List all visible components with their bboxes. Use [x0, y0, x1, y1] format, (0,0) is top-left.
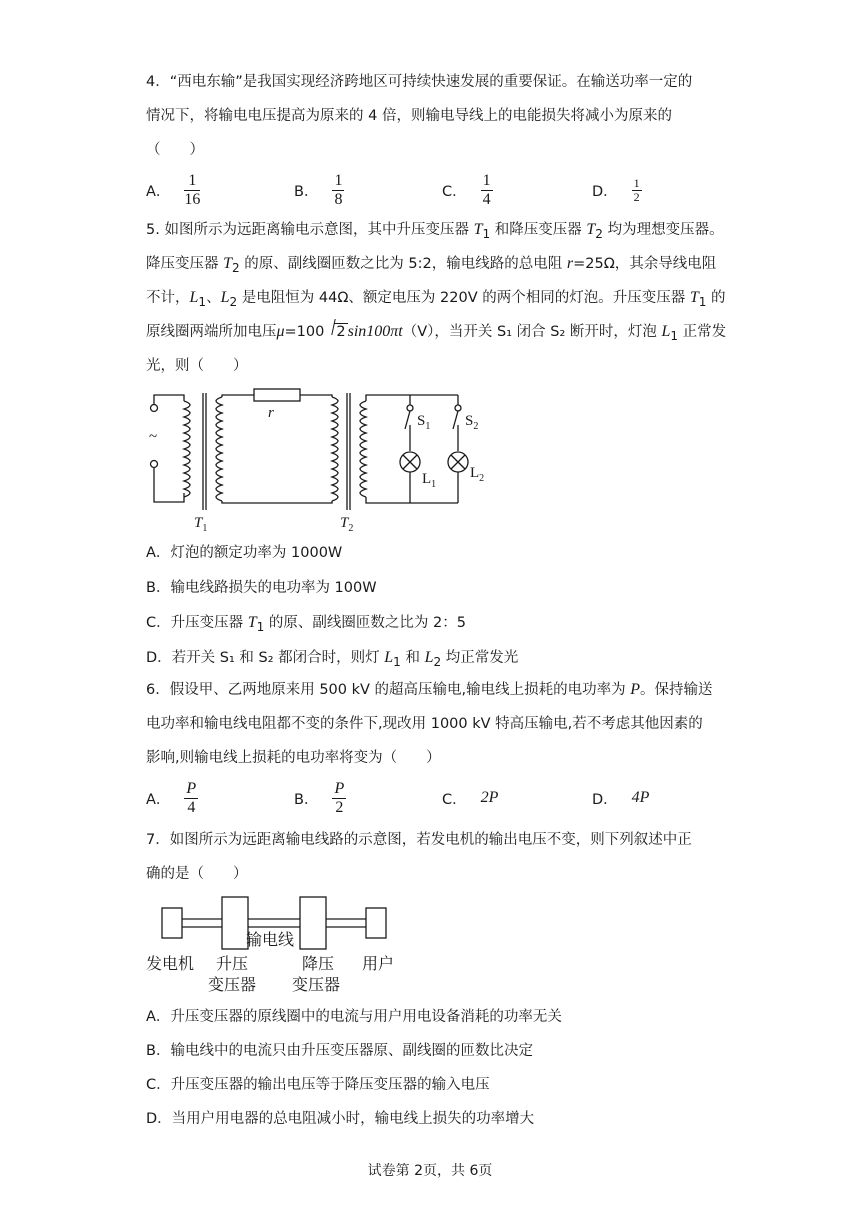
q5-text-line1: 5. 如图所示为远距离输电示意图，其中升压变压器 $T_1$ 和降压变压器 $T_2$ 均为理想变压器。 — [146, 221, 724, 241]
q6-text-line1: 6．假设甲、乙两地原来用 500 kV 的超高压输电,输电线上损耗的电功率为 P。保持输送 — [146, 681, 713, 698]
q5-option-d: D．若开关 S₁ 和 S₂ 都闭合时，则灯 $L_1$ 和 $L_2$ 均正常发光 — [146, 649, 519, 669]
terminal-top — [151, 405, 158, 412]
q6-option-d: D． 4P — [592, 789, 650, 808]
label-line: 输电线 — [246, 932, 295, 949]
q6-text-line3: 影响,则输电线上损耗的电功率将变为（ ） — [146, 750, 441, 766]
q5-circuit-diagram — [140, 385, 500, 535]
q6-option-a: A． $\frac{P}{4}$ — [146, 779, 197, 816]
q5-option-b: B．输电线路损失的电功率为 100W — [146, 580, 377, 596]
q4-option-b: B． $\frac{1}{8}$ — [294, 171, 343, 208]
terminal-bottom — [151, 461, 158, 468]
t1-primary-coil — [184, 401, 190, 497]
q4-text-line2: 情况下，将输电电压提高为原来的 4 倍，则输电导线上的电能损失将减小为原来的 — [146, 108, 672, 124]
q5-text-line2: 降压变压器 $T_2$ 的原、副线圈匝数之比为 5:2，输电线路的总电阻 r=25Ω，其余导线电阻 — [146, 255, 717, 275]
step-up-transformer-box — [222, 897, 248, 949]
label-step-up-2: 变压器 — [208, 977, 257, 994]
label-step-down-2: 变压器 — [292, 977, 341, 994]
label-s2: $S_2$ — [465, 413, 479, 432]
fraction: $\frac{1}{2}$ — [633, 175, 640, 204]
resistor-r — [254, 389, 300, 401]
q4-options — [146, 168, 706, 212]
q5-text-line4: 原线圈两端所加电压μ=100 2 sin100πt（V），当开关 S₁ 闭合 S₂ 断开时，灯泡 $L_1$ 正常发 — [146, 323, 727, 343]
q6-text-line2: 电功率和输电线电阻都不变的条件下,现改用 1000 kV 特高压输电,若不考虑其他因素的 — [146, 716, 703, 732]
fraction: $\frac{P}{4}$ — [186, 779, 197, 816]
switch-s2-contact — [455, 405, 461, 411]
fraction: $\frac{1}{4}$ — [482, 171, 491, 208]
label-s1: $S_1$ — [417, 413, 431, 432]
generator-box — [162, 908, 182, 938]
page-footer: 试卷第 2页，共 6页 — [367, 1163, 493, 1179]
ac-symbol: ~ — [149, 429, 158, 445]
label-step-up-1: 升压 — [216, 956, 249, 973]
q4-option-d: D． $\frac{1}{2}$ — [592, 175, 640, 204]
q4-text-line1: 4．“西电东输”是我国实现经济跨地区可持续快速发展的重要保证。在输送功率一定的 — [146, 74, 693, 90]
q6-options — [146, 776, 706, 820]
label-l2: $L_2$ — [470, 465, 485, 484]
q5-option-a: A．灯泡的额定功率为 1000W — [146, 545, 343, 561]
t2-secondary-coil — [360, 401, 366, 497]
label-r: r — [268, 405, 274, 421]
q6-option-b: B． $\frac{P}{2}$ — [294, 779, 345, 816]
q5-option-c: C．升压变压器 $T_1$ 的原、副线圈匝数之比为 2：5 — [146, 614, 466, 634]
label-generator: 发电机 — [146, 956, 195, 973]
q7-option-d: D．当用户用电器的总电阻减小时，输电线上损失的功率增大 — [146, 1111, 535, 1127]
label-t2: $T_2$ — [340, 515, 354, 534]
switch-s1-contact — [407, 405, 413, 411]
q7-text-line2: 确的是（ ） — [146, 866, 248, 882]
q4-option-c: C． $\frac{1}{4}$ — [442, 171, 491, 208]
q5-text-line5: 光，则（ ） — [146, 358, 248, 374]
step-down-transformer-box — [300, 897, 326, 949]
q5-text-line3: 不计，$L_1$、$L_2$ 是电阻恒为 44Ω、额定电压为 220V 的两个相同的灯泡。升压变压器 $T_1$ 的 — [146, 289, 726, 309]
label-t1: $T_1$ — [194, 515, 208, 534]
sqrt-symbol: 2 — [324, 321, 347, 343]
fraction: $\frac{1}{16}$ — [184, 171, 201, 208]
q4-option-a: A． $\frac{1}{16}$ — [146, 171, 201, 208]
t2-primary-coil — [332, 397, 338, 501]
fraction: $\frac{P}{2}$ — [334, 779, 345, 816]
user-box — [366, 908, 386, 938]
q6-option-c: C． 2P — [442, 789, 499, 808]
label-user: 用户 — [362, 956, 395, 973]
q7-transmission-diagram — [140, 892, 410, 1002]
q7-option-a: A．升压变压器的原线圈中的电流与用户用电设备消耗的功率无关 — [146, 1009, 562, 1025]
q7-text-line1: 7．如图所示为远距离输电线路的示意图，若发电机的输出电压不变，则下列叙述中正 — [146, 832, 692, 848]
switch-s2 — [453, 411, 458, 429]
t1-secondary-coil — [216, 397, 222, 501]
label-step-down-1: 降压 — [302, 956, 335, 973]
q7-option-c: C．升压变压器的输出电压等于降压变压器的输入电压 — [146, 1077, 490, 1093]
fraction: $\frac{1}{8}$ — [334, 171, 343, 208]
q7-option-b: B．输电线中的电流只由升压变压器原、副线圈的匝数比决定 — [146, 1043, 533, 1059]
switch-s1 — [405, 411, 410, 429]
label-l1: $L_1$ — [422, 471, 437, 490]
q4-bracket: （ ） — [146, 142, 204, 158]
